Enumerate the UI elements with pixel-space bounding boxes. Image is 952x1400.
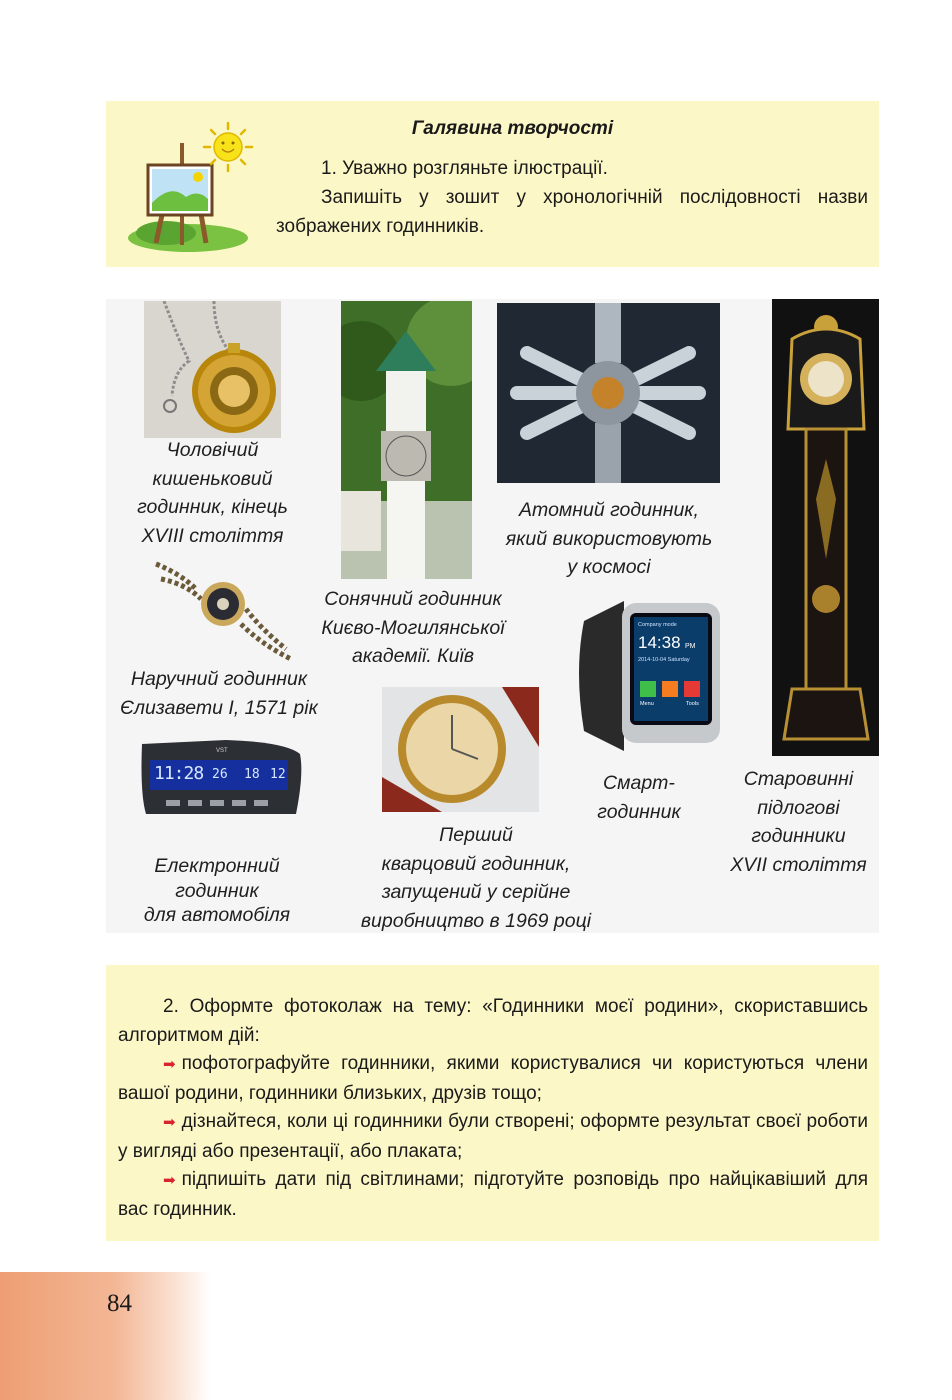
caption-line: Перший: [439, 824, 513, 846]
task1-line1: 1. Уважно розгляньте ілюстрації.: [321, 158, 608, 179]
task2-text: [118, 993, 868, 1224]
smartwatch-ampm: PM: [685, 643, 696, 650]
caption-line: годинники: [751, 825, 846, 847]
caption-line: підлогові: [757, 796, 840, 819]
car-clock-val1: 26: [212, 767, 228, 782]
caption-line: XVIII століття: [141, 524, 284, 547]
task1-text: [276, 154, 868, 241]
caption-line: годинник, кінець: [137, 496, 288, 518]
car-clock-time: 11:28: [154, 763, 204, 784]
sundial-photo: [341, 301, 472, 579]
caption-line: Смарт-: [603, 772, 675, 794]
task1-line2: Запишіть у зошит у хронологічній послідовності назви зображених годинників.: [276, 187, 868, 237]
quartz-watch-photo: [382, 687, 539, 812]
smartwatch-date: 2014-10-04 Saturday: [638, 657, 690, 663]
task2-step2: [118, 1108, 868, 1166]
page-number: 84: [107, 1290, 132, 1317]
caption-line: кишеньковий: [152, 467, 273, 490]
caption-line: Києво-Могилянської: [321, 616, 505, 639]
caption-line: виробництво в 1969 році: [360, 909, 592, 932]
caption-line: годинник: [597, 800, 681, 823]
clock-photo-collage: [106, 299, 879, 933]
pocket-watch-photo: [144, 301, 281, 438]
smartwatch-time-value: 14:38: [638, 633, 681, 652]
arrow-right-icon: ➡: [163, 1114, 176, 1131]
creativity-task-box: [106, 101, 879, 267]
task2-step2-text: дізнайтеся, коли ці годинники були створені; оформте результат своєї роботи у вигляді або презентації, або плаката;: [118, 1111, 868, 1162]
caption-line: годинник: [175, 879, 259, 902]
caption-car-clock: [124, 854, 310, 928]
caption-smartwatch: [576, 769, 702, 826]
caption-line: Старовинні: [743, 768, 854, 790]
task2-intro: 2. Оформте фотоколаж на тему: «Годинники моєї родини», скориставшись алгоритмом дій:: [118, 996, 868, 1046]
photo-collage-task-box: [106, 965, 879, 1241]
caption-line: XVII століття: [730, 853, 867, 876]
smartwatch-tools: Tools: [686, 701, 699, 707]
smartwatch-menu: Menu: [640, 701, 654, 707]
arrow-right-icon: ➡: [163, 1172, 176, 1189]
car-clock-photo: [136, 734, 306, 842]
car-clock-val2: 18: [244, 767, 260, 782]
caption-line: Єлизавети І, 1571 рік: [120, 696, 318, 719]
caption-line: кварцовий годинник,: [381, 852, 571, 875]
caption-line: Електронний: [154, 855, 280, 877]
task2-step3-text: підпишіть дати під світлинами; підготуйте розповідь про найцікавіший для вас годинник.: [118, 1169, 868, 1220]
task2-step1-text: пофотографуйте годинники, якими користувалися чи користуються члени вашої родини, годинники близьких, друзів тощо;: [118, 1053, 868, 1104]
caption-quartz-watch: [332, 821, 620, 935]
task2-step3: [118, 1166, 868, 1224]
task-title: Галявина творчості: [411, 118, 614, 139]
caption-line: Чоловічий: [166, 439, 259, 461]
atomic-clock-photo: [497, 303, 720, 483]
caption-pocket-watch: [106, 436, 319, 550]
smartwatch-photo: [574, 591, 724, 757]
caption-line: у космосі: [567, 556, 651, 578]
caption-sundial: [301, 585, 525, 671]
caption-line: який використовують: [505, 527, 713, 550]
elizabeth-wristwatch-photo: [151, 554, 296, 664]
caption-atomic-clock: [492, 496, 726, 582]
car-clock-brand: VST: [216, 748, 228, 754]
caption-line: Атомний годинник,: [519, 499, 699, 521]
car-clock-val3: 12: [270, 767, 286, 782]
smartwatch-time: [638, 633, 696, 653]
floor-clock-photo: [772, 299, 879, 756]
caption-line: академії. Київ: [351, 645, 475, 667]
caption-wristwatch: [106, 665, 332, 722]
task2-step1: [118, 1050, 868, 1108]
page-corner-decoration: [0, 1272, 210, 1400]
caption-line: для автомобіля: [143, 904, 291, 926]
caption-line: Наручний годинник: [130, 668, 308, 690]
caption-line: Сонячний годинник: [324, 588, 502, 610]
caption-floor-clock: [716, 765, 881, 879]
arrow-right-icon: ➡: [163, 1056, 176, 1073]
smartwatch-mode: Company mode: [638, 622, 677, 628]
caption-line: запущений у серійне: [381, 881, 571, 903]
